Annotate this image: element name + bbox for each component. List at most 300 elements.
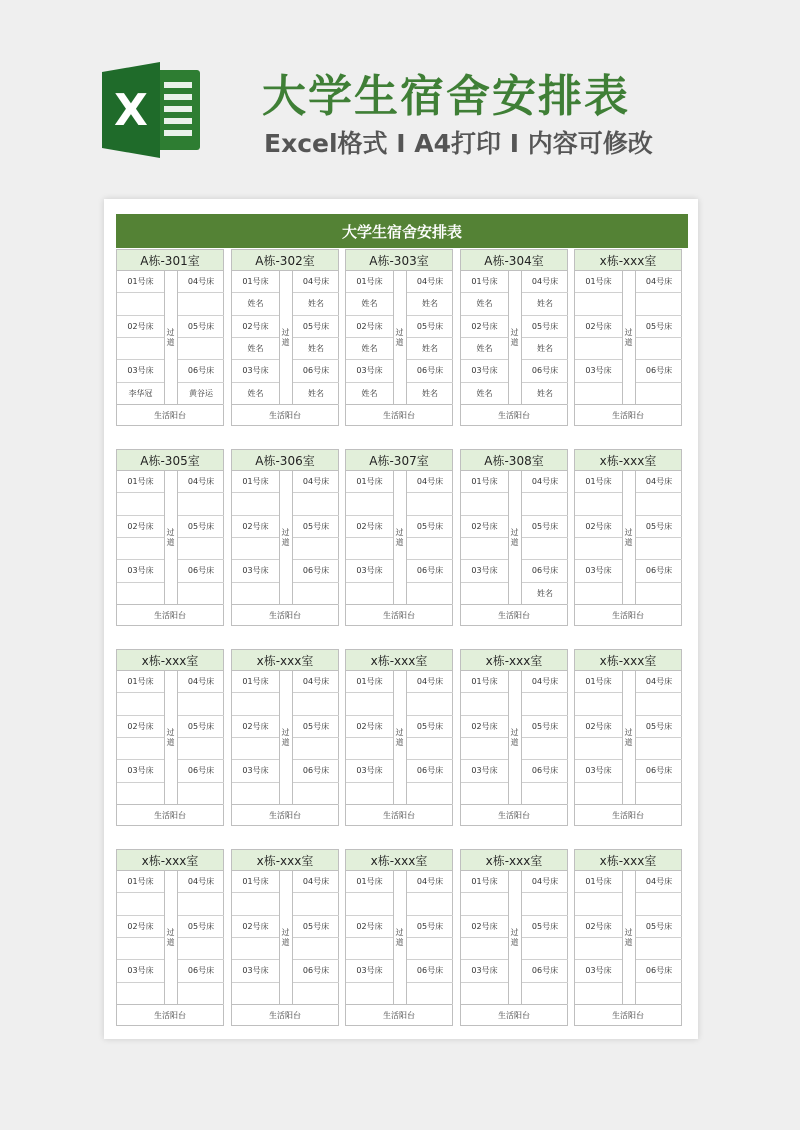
occupant-name[interactable]	[636, 338, 682, 360]
room-card	[460, 649, 568, 826]
bed-label[interactable]: 06号床	[178, 360, 224, 382]
bed-label[interactable]: 01号床	[575, 871, 622, 893]
bed-label[interactable]: 05号床	[522, 716, 568, 738]
bed-label[interactable]: 05号床	[407, 716, 453, 738]
occupant-name[interactable]	[636, 583, 682, 605]
bed-label[interactable]: 06号床	[178, 760, 224, 782]
occupant-name[interactable]	[178, 493, 224, 515]
left-bed-column	[575, 871, 623, 1005]
right-bed-column	[292, 871, 339, 1005]
bed-label[interactable]: 02号床	[117, 316, 164, 338]
right-bed-column	[521, 871, 568, 1005]
aisle-label: 过道	[395, 928, 404, 948]
bed-label[interactable]: 06号床	[636, 760, 682, 782]
bed-label[interactable]: 03号床	[232, 960, 279, 982]
bed-label[interactable]: 05号床	[636, 316, 682, 338]
occupant-name[interactable]: 姓名	[407, 338, 453, 360]
balcony-label: 生活阳台	[575, 1004, 681, 1025]
occupant-name[interactable]	[178, 293, 224, 315]
room-name: x栋-xxx室	[575, 250, 681, 271]
bed-label[interactable]: 06号床	[522, 560, 568, 582]
occupant-name[interactable]	[117, 783, 164, 805]
occupant-name[interactable]: 姓名	[346, 383, 393, 405]
bed-label[interactable]: 04号床	[636, 671, 682, 693]
occupant-name[interactable]	[636, 738, 682, 760]
bed-label[interactable]: 04号床	[293, 671, 339, 693]
bed-label[interactable]: 02号床	[346, 916, 393, 938]
room-card	[231, 649, 339, 826]
occupant-name[interactable]: 姓名	[522, 583, 568, 605]
occupant-name[interactable]	[522, 938, 568, 960]
bed-label[interactable]: 01号床	[232, 471, 279, 493]
occupant-name[interactable]: 姓名	[461, 383, 508, 405]
bed-label[interactable]: 02号床	[117, 516, 164, 538]
bed-label[interactable]: 01号床	[461, 871, 508, 893]
room-name: x栋-xxx室	[461, 850, 567, 871]
bed-label[interactable]: 05号床	[178, 516, 224, 538]
occupant-name[interactable]	[407, 693, 453, 715]
bed-label[interactable]: 01号床	[232, 871, 279, 893]
occupant-name[interactable]: 姓名	[461, 338, 508, 360]
occupant-name[interactable]	[407, 938, 453, 960]
occupant-name[interactable]	[522, 783, 568, 805]
bed-label[interactable]: 05号床	[178, 316, 224, 338]
room-name: x栋-xxx室	[575, 450, 681, 471]
bed-label[interactable]: 04号床	[522, 671, 568, 693]
bed-label[interactable]: 04号床	[178, 471, 224, 493]
room-name: A栋-306室	[232, 450, 338, 471]
occupant-name[interactable]	[293, 738, 339, 760]
occupant-name[interactable]	[636, 538, 682, 560]
occupant-name[interactable]	[407, 583, 453, 605]
occupant-name[interactable]	[232, 738, 279, 760]
occupant-name[interactable]	[232, 693, 279, 715]
aisle-label: 过道	[624, 928, 633, 948]
bed-label[interactable]: 04号床	[407, 471, 453, 493]
occupant-name[interactable]	[575, 583, 622, 605]
aisle-label: 过道	[395, 728, 404, 748]
aisle-label: 过道	[510, 728, 519, 748]
left-bed-column	[232, 471, 280, 605]
occupant-name[interactable]	[346, 493, 393, 515]
occupant-name[interactable]: 姓名	[232, 383, 279, 405]
bed-label[interactable]: 01号床	[575, 671, 622, 693]
occupant-name[interactable]	[346, 983, 393, 1005]
bed-label[interactable]: 03号床	[346, 560, 393, 582]
occupant-name[interactable]	[636, 938, 682, 960]
occupant-name[interactable]	[178, 983, 224, 1005]
bed-label[interactable]: 02号床	[117, 916, 164, 938]
occupant-name[interactable]: 姓名	[346, 293, 393, 315]
bed-label[interactable]: 02号床	[346, 516, 393, 538]
aisle-label: 过道	[510, 928, 519, 948]
occupant-name[interactable]	[293, 783, 339, 805]
balcony-label: 生活阳台	[575, 804, 681, 825]
occupant-name[interactable]	[522, 493, 568, 515]
bed-label[interactable]: 02号床	[117, 716, 164, 738]
bed-label[interactable]: 06号床	[636, 960, 682, 982]
occupant-name[interactable]	[178, 583, 224, 605]
occupant-name[interactable]	[636, 983, 682, 1005]
bed-label[interactable]: 01号床	[346, 671, 393, 693]
bed-label[interactable]: 05号床	[636, 916, 682, 938]
bed-label[interactable]: 05号床	[293, 516, 339, 538]
occupant-name[interactable]	[293, 893, 339, 915]
bed-label[interactable]: 06号床	[293, 960, 339, 982]
bed-label[interactable]: 02号床	[232, 916, 279, 938]
bed-label[interactable]: 06号床	[178, 960, 224, 982]
occupant-name[interactable]: 姓名	[407, 293, 453, 315]
balcony-label: 生活阳台	[117, 1004, 223, 1025]
bed-label[interactable]: 03号床	[575, 760, 622, 782]
room-name: x栋-xxx室	[461, 650, 567, 671]
bed-label[interactable]: 02号床	[346, 716, 393, 738]
occupant-name[interactable]	[117, 693, 164, 715]
balcony-label: 生活阳台	[117, 404, 223, 425]
bed-label[interactable]: 03号床	[346, 360, 393, 382]
occupant-name[interactable]	[575, 693, 622, 715]
occupant-name[interactable]: 姓名	[522, 383, 568, 405]
room-name: x栋-xxx室	[346, 850, 452, 871]
bed-label[interactable]: 05号床	[178, 916, 224, 938]
occupant-name[interactable]	[636, 693, 682, 715]
occupant-name[interactable]	[232, 783, 279, 805]
bed-label[interactable]: 01号床	[461, 671, 508, 693]
occupant-name[interactable]	[461, 893, 508, 915]
bed-label[interactable]: 06号床	[293, 360, 339, 382]
bed-label[interactable]: 05号床	[636, 716, 682, 738]
right-bed-column	[521, 471, 568, 605]
bed-label[interactable]: 04号床	[636, 471, 682, 493]
room-card	[116, 249, 224, 426]
left-bed-column	[346, 471, 394, 605]
occupant-name[interactable]	[117, 583, 164, 605]
balcony-label: 生活阳台	[346, 604, 452, 625]
occupant-name[interactable]: 姓名	[293, 293, 339, 315]
occupant-name[interactable]	[575, 383, 622, 405]
bed-label[interactable]: 01号床	[461, 471, 508, 493]
occupant-name[interactable]	[636, 493, 682, 515]
left-bed-column	[575, 271, 623, 405]
room-name: x栋-xxx室	[232, 650, 338, 671]
occupant-name[interactable]	[575, 938, 622, 960]
bed-label[interactable]: 01号床	[117, 471, 164, 493]
occupant-name[interactable]	[178, 693, 224, 715]
occupant-name[interactable]	[522, 538, 568, 560]
bed-label[interactable]: 04号床	[178, 671, 224, 693]
bed-label[interactable]: 05号床	[293, 716, 339, 738]
occupant-name[interactable]	[293, 493, 339, 515]
aisle-label: 过道	[166, 728, 175, 748]
bed-label[interactable]: 06号床	[522, 960, 568, 982]
bed-label[interactable]: 04号床	[636, 271, 682, 293]
occupant-name[interactable]	[178, 893, 224, 915]
balcony-label: 生活阳台	[575, 604, 681, 625]
occupant-name[interactable]	[178, 338, 224, 360]
occupant-name[interactable]	[522, 983, 568, 1005]
occupant-name[interactable]	[178, 938, 224, 960]
occupant-name[interactable]: 姓名	[232, 293, 279, 315]
balcony-label: 生活阳台	[117, 804, 223, 825]
occupant-name[interactable]	[461, 493, 508, 515]
right-bed-column	[177, 871, 224, 1005]
room-card	[231, 249, 339, 426]
occupant-name[interactable]	[575, 738, 622, 760]
occupant-name[interactable]	[522, 893, 568, 915]
occupant-name[interactable]	[407, 893, 453, 915]
bed-label[interactable]: 06号床	[636, 560, 682, 582]
bed-label[interactable]: 01号床	[117, 271, 164, 293]
occupant-name[interactable]	[407, 738, 453, 760]
occupant-name[interactable]	[117, 983, 164, 1005]
occupant-name[interactable]	[461, 938, 508, 960]
bed-label[interactable]: 04号床	[407, 871, 453, 893]
occupant-name[interactable]	[575, 983, 622, 1005]
bed-label[interactable]: 02号床	[461, 516, 508, 538]
bed-label[interactable]: 01号床	[575, 271, 622, 293]
bed-label[interactable]: 01号床	[232, 671, 279, 693]
left-bed-column	[461, 671, 509, 805]
right-bed-column	[177, 271, 224, 405]
bed-label[interactable]: 03号床	[461, 960, 508, 982]
occupant-name[interactable]	[117, 538, 164, 560]
occupant-name[interactable]	[232, 938, 279, 960]
bed-label[interactable]: 01号床	[346, 471, 393, 493]
room-name: x栋-xxx室	[117, 850, 223, 871]
aisle-label: 过道	[510, 328, 519, 348]
bed-label[interactable]: 05号床	[522, 316, 568, 338]
bed-label[interactable]: 05号床	[636, 516, 682, 538]
bed-label[interactable]: 03号床	[117, 760, 164, 782]
bed-label[interactable]: 04号床	[522, 871, 568, 893]
bed-label[interactable]: 03号床	[346, 960, 393, 982]
room-card	[460, 249, 568, 426]
occupant-name[interactable]	[178, 538, 224, 560]
occupant-name[interactable]	[407, 783, 453, 805]
bed-label[interactable]: 06号床	[293, 760, 339, 782]
occupant-name[interactable]: 姓名	[407, 383, 453, 405]
occupant-name[interactable]	[117, 493, 164, 515]
bed-label[interactable]: 03号床	[575, 960, 622, 982]
occupant-name[interactable]	[232, 983, 279, 1005]
bed-label[interactable]: 01号床	[232, 271, 279, 293]
bed-label[interactable]: 02号床	[232, 716, 279, 738]
occupant-name[interactable]	[461, 693, 508, 715]
occupant-name[interactable]	[117, 738, 164, 760]
occupant-name[interactable]	[346, 738, 393, 760]
occupant-name[interactable]	[575, 893, 622, 915]
occupant-name[interactable]	[636, 783, 682, 805]
bed-label[interactable]: 02号床	[232, 516, 279, 538]
occupant-name[interactable]: 姓名	[293, 383, 339, 405]
bed-label[interactable]: 03号床	[461, 760, 508, 782]
bed-label[interactable]: 02号床	[575, 916, 622, 938]
occupant-name[interactable]: 姓名	[232, 338, 279, 360]
aisle-label: 过道	[166, 328, 175, 348]
bed-label[interactable]: 02号床	[461, 916, 508, 938]
balcony-label: 生活阳台	[461, 404, 567, 425]
balcony-label: 生活阳台	[346, 404, 452, 425]
balcony-label: 生活阳台	[346, 1004, 452, 1025]
bed-label[interactable]: 01号床	[346, 271, 393, 293]
occupant-name[interactable]	[293, 983, 339, 1005]
occupant-name[interactable]	[293, 538, 339, 560]
occupant-name[interactable]: 姓名	[346, 338, 393, 360]
occupant-name[interactable]	[232, 538, 279, 560]
occupant-name[interactable]	[346, 783, 393, 805]
bed-label[interactable]: 03号床	[232, 560, 279, 582]
occupant-name[interactable]	[346, 938, 393, 960]
bed-label[interactable]: 05号床	[522, 516, 568, 538]
bed-label[interactable]: 03号床	[575, 560, 622, 582]
room-card	[231, 849, 339, 1026]
bed-label[interactable]: 03号床	[117, 360, 164, 382]
occupant-name[interactable]	[575, 338, 622, 360]
occupant-name[interactable]	[293, 583, 339, 605]
bed-label[interactable]: 03号床	[232, 360, 279, 382]
bed-label[interactable]: 02号床	[346, 316, 393, 338]
occupant-name[interactable]	[461, 738, 508, 760]
room-card	[574, 849, 682, 1026]
occupant-name[interactable]	[636, 383, 682, 405]
room-name: x栋-xxx室	[575, 650, 681, 671]
bed-label[interactable]: 05号床	[293, 316, 339, 338]
bed-label[interactable]: 01号床	[461, 271, 508, 293]
bed-label[interactable]: 06号床	[293, 560, 339, 582]
occupant-name[interactable]	[461, 783, 508, 805]
bed-label[interactable]: 04号床	[522, 471, 568, 493]
bed-label[interactable]: 03号床	[117, 960, 164, 982]
bed-label[interactable]: 04号床	[636, 871, 682, 893]
bed-label[interactable]: 06号床	[407, 560, 453, 582]
occupant-name[interactable]	[178, 783, 224, 805]
occupant-name[interactable]	[293, 693, 339, 715]
occupant-name[interactable]	[117, 938, 164, 960]
occupant-name[interactable]: 姓名	[522, 338, 568, 360]
left-bed-column	[232, 871, 280, 1005]
bed-label[interactable]: 02号床	[461, 316, 508, 338]
occupant-name[interactable]	[346, 893, 393, 915]
room-card	[345, 449, 453, 626]
left-bed-column	[575, 471, 623, 605]
bed-label[interactable]: 02号床	[575, 316, 622, 338]
page-title: 大学生宿舍安排表	[262, 71, 630, 122]
aisle-label: 过道	[624, 728, 633, 748]
aisle-label: 过道	[281, 928, 290, 948]
right-bed-column	[406, 671, 453, 805]
bed-label[interactable]: 03号床	[117, 560, 164, 582]
occupant-name[interactable]: 黄谷运	[178, 383, 224, 405]
occupant-name[interactable]	[575, 538, 622, 560]
bed-label[interactable]: 05号床	[407, 916, 453, 938]
room-name: A栋-301室	[117, 250, 223, 271]
bed-label[interactable]: 04号床	[178, 271, 224, 293]
bed-label[interactable]: 03号床	[461, 560, 508, 582]
balcony-label: 生活阳台	[461, 604, 567, 625]
bed-label[interactable]: 01号床	[117, 671, 164, 693]
bed-label[interactable]: 02号床	[575, 516, 622, 538]
bed-label[interactable]: 02号床	[232, 316, 279, 338]
occupant-name[interactable]	[522, 738, 568, 760]
bed-label[interactable]: 06号床	[522, 360, 568, 382]
bed-label[interactable]: 03号床	[346, 760, 393, 782]
bed-label[interactable]: 06号床	[407, 360, 453, 382]
bed-label[interactable]: 03号床	[461, 360, 508, 382]
bed-label[interactable]: 02号床	[575, 716, 622, 738]
occupant-name[interactable]	[232, 493, 279, 515]
bed-label[interactable]: 04号床	[407, 671, 453, 693]
bed-label[interactable]: 04号床	[178, 871, 224, 893]
bed-label[interactable]: 06号床	[407, 960, 453, 982]
bed-label[interactable]: 04号床	[522, 271, 568, 293]
occupant-name[interactable]	[575, 293, 622, 315]
left-bed-column	[461, 271, 509, 405]
occupant-name[interactable]	[575, 783, 622, 805]
bed-label[interactable]: 04号床	[407, 271, 453, 293]
bed-label[interactable]: 06号床	[178, 560, 224, 582]
occupant-name[interactable]	[232, 893, 279, 915]
occupant-name[interactable]	[407, 493, 453, 515]
left-bed-column	[461, 471, 509, 605]
bed-label[interactable]: 04号床	[293, 471, 339, 493]
bed-label[interactable]: 03号床	[232, 760, 279, 782]
bed-label[interactable]: 06号床	[636, 360, 682, 382]
bed-label[interactable]: 05号床	[407, 516, 453, 538]
bed-label[interactable]: 05号床	[407, 316, 453, 338]
occupant-name[interactable]	[407, 983, 453, 1005]
occupant-name[interactable]	[117, 338, 164, 360]
dormitory-sheet	[104, 199, 698, 1039]
occupant-name[interactable]	[461, 983, 508, 1005]
occupant-name[interactable]	[636, 893, 682, 915]
bed-label[interactable]: 02号床	[461, 716, 508, 738]
aisle-label: 过道	[166, 528, 175, 548]
occupant-name[interactable]: 姓名	[461, 293, 508, 315]
bed-label[interactable]: 01号床	[346, 871, 393, 893]
occupant-name[interactable]	[346, 538, 393, 560]
occupant-name[interactable]: 李华冠	[117, 383, 164, 405]
occupant-name[interactable]	[522, 693, 568, 715]
bed-label[interactable]: 01号床	[575, 471, 622, 493]
occupant-name[interactable]	[636, 293, 682, 315]
bed-label[interactable]: 04号床	[293, 871, 339, 893]
occupant-name[interactable]	[117, 293, 164, 315]
occupant-name[interactable]: 姓名	[293, 338, 339, 360]
occupant-name[interactable]	[575, 493, 622, 515]
occupant-name[interactable]	[407, 538, 453, 560]
occupant-name[interactable]: 姓名	[522, 293, 568, 315]
room-card	[574, 449, 682, 626]
bed-label[interactable]: 05号床	[522, 916, 568, 938]
bed-label[interactable]: 01号床	[117, 871, 164, 893]
bed-label[interactable]: 04号床	[293, 271, 339, 293]
occupant-name[interactable]	[293, 938, 339, 960]
left-bed-column	[117, 871, 165, 1005]
occupant-name[interactable]	[232, 583, 279, 605]
bed-label[interactable]: 05号床	[178, 716, 224, 738]
occupant-name[interactable]	[461, 538, 508, 560]
occupant-name[interactable]	[461, 583, 508, 605]
bed-label[interactable]: 03号床	[575, 360, 622, 382]
occupant-name[interactable]	[178, 738, 224, 760]
occupant-name[interactable]	[117, 893, 164, 915]
bed-label[interactable]: 06号床	[522, 760, 568, 782]
occupant-name[interactable]	[346, 583, 393, 605]
bed-label[interactable]: 05号床	[293, 916, 339, 938]
occupant-name[interactable]	[346, 693, 393, 715]
bed-label[interactable]: 06号床	[407, 760, 453, 782]
right-bed-column	[635, 671, 682, 805]
